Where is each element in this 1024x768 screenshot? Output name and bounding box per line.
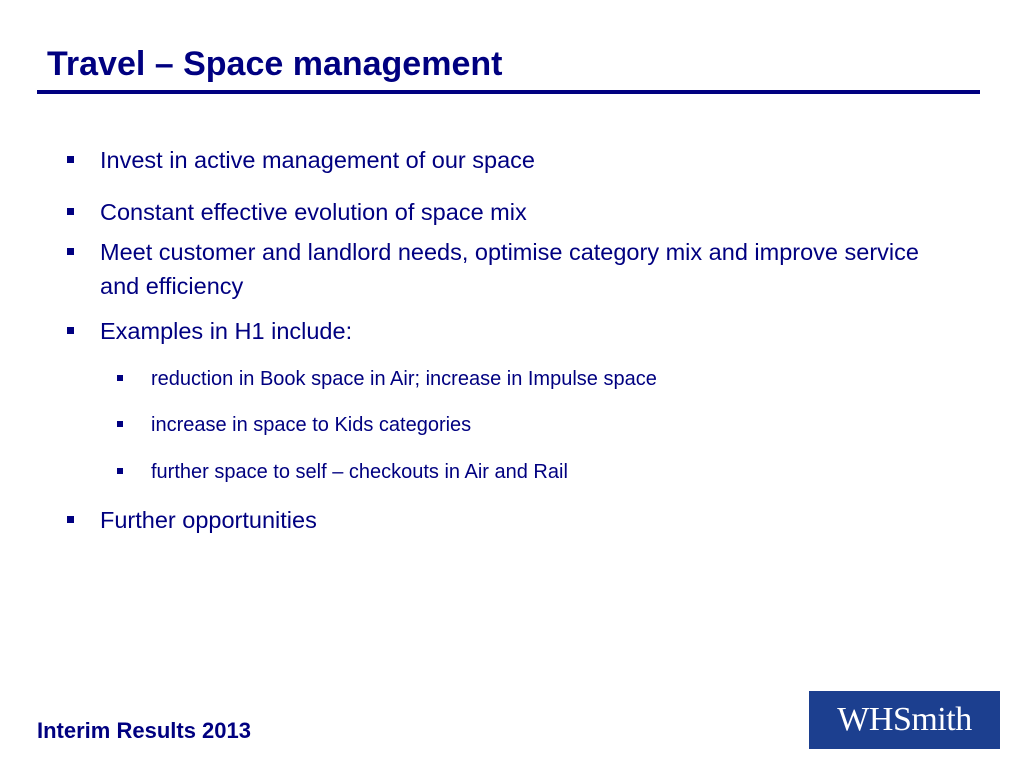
square-bullet-icon bbox=[117, 468, 123, 474]
sub-bullet-text: further space to self – checkouts in Air and Rail bbox=[151, 461, 568, 483]
bullet-text: Meet customer and landlord needs, optimise category mix and improve service and efficiency bbox=[100, 239, 919, 299]
logo-wordmark: WHSmith bbox=[837, 701, 972, 738]
square-bullet-icon bbox=[67, 516, 74, 523]
sub-bullet-item bbox=[151, 457, 931, 487]
bullet-item bbox=[100, 503, 920, 537]
bullet-item bbox=[100, 143, 920, 177]
sub-bullet-text: reduction in Book space in Air; increase in Impulse space bbox=[151, 368, 657, 390]
square-bullet-icon bbox=[67, 208, 74, 215]
sub-bullet-item bbox=[151, 364, 931, 394]
bullet-text: Constant effective evolution of space mix bbox=[100, 199, 527, 225]
square-bullet-icon bbox=[117, 375, 123, 381]
bullet-text: Invest in active management of our space bbox=[100, 147, 535, 173]
footer-title: Interim Results 2013 bbox=[37, 718, 251, 743]
title-underline bbox=[37, 90, 980, 94]
square-bullet-icon bbox=[67, 248, 74, 255]
bullet-text: Examples in H1 include: bbox=[100, 318, 353, 344]
whsmith-logo bbox=[809, 691, 1000, 749]
slide-title: Travel – Space management bbox=[47, 45, 503, 83]
sub-bullet-text: increase in space to Kids categories bbox=[151, 414, 472, 436]
bullet-item bbox=[100, 235, 920, 303]
bullet-item bbox=[100, 195, 920, 229]
sub-bullet-item bbox=[151, 410, 931, 440]
square-bullet-icon bbox=[117, 421, 123, 427]
bullet-item bbox=[100, 314, 920, 348]
bullet-text: Further opportunities bbox=[100, 507, 317, 533]
square-bullet-icon bbox=[67, 156, 74, 163]
square-bullet-icon bbox=[67, 327, 74, 334]
